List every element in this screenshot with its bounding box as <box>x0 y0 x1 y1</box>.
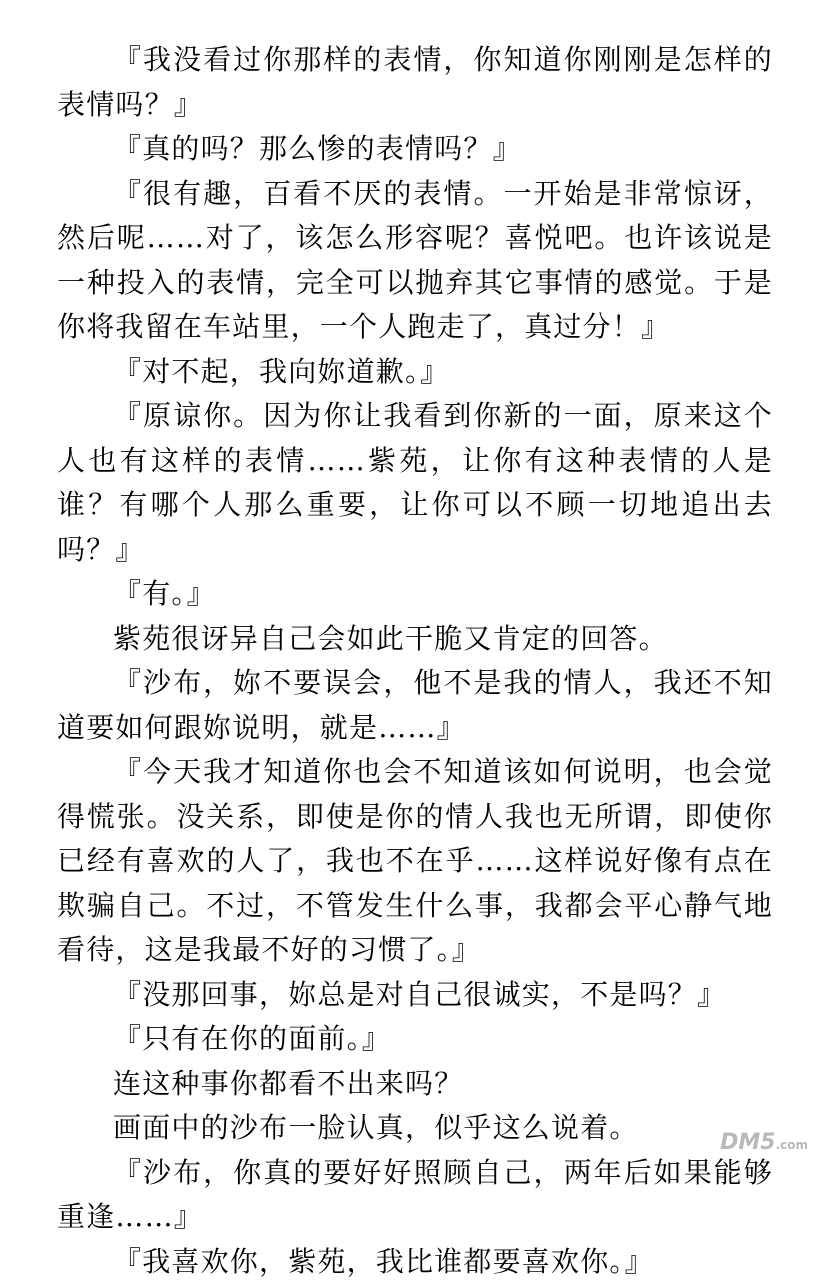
paragraph: 『沙布，你真的要好好照顾自己，两年后如果能够重逢……』 <box>57 1151 773 1240</box>
paragraph: 『有。』 <box>57 572 773 617</box>
paragraph: 『没那回事，妳总是对自己很诚实，不是吗？』 <box>57 973 773 1018</box>
paragraph: 『我喜欢你，紫苑，我比谁都要喜欢你。』 <box>57 1240 773 1284</box>
watermark-suffix: .com <box>776 1138 808 1152</box>
paragraph: 紫苑很讶异自己会如此干脆又肯定的回答。 <box>57 617 773 662</box>
paragraph: 『对不起，我向妳道歉。』 <box>57 350 773 395</box>
paragraph: 连这种事你都看不出来吗？ <box>57 1062 773 1107</box>
paragraph: 『真的吗？那么惨的表情吗？』 <box>57 127 773 172</box>
paragraph: 『今天我才知道你也会不知道该如何说明，也会觉得慌张。没关系，即使是你的情人我也无所谓，即使你已经有喜欢的人了，我也不在乎……这样说好像有点在欺骗自己。不过，不管发生什么事，我都会平心静气地看待，这是我最不好的习惯了。』 <box>57 750 773 973</box>
site-watermark-logo <box>720 1130 808 1155</box>
paragraph: 『很有趣，百看不厌的表情。一开始是非常惊讶，然后呢……对了，该怎么形容呢？喜悦吧。也许该说是一种投入的表情，完全可以抛弃其它事情的感觉。于是你将我留在车站里，一个人跑走了，真过分！』 <box>57 172 773 350</box>
novel-text-page <box>57 38 773 1284</box>
paragraph: 『原谅你。因为你让我看到你新的一面，原来这个人也有这样的表情……紫苑，让你有这种表情的人是谁？有哪个人那么重要，让你可以不顾一切地追出去吗？』 <box>57 394 773 572</box>
watermark-main: DM5 <box>720 1130 775 1155</box>
paragraph: 『沙布，妳不要误会，他不是我的情人，我还不知道要如何跟妳说明，就是……』 <box>57 661 773 750</box>
paragraph: 画面中的沙布一脸认真，似乎这么说着。 <box>57 1106 773 1151</box>
paragraph: 『只有在你的面前。』 <box>57 1017 773 1062</box>
paragraph: 『我没看过你那样的表情，你知道你刚刚是怎样的表情吗？』 <box>57 38 773 127</box>
